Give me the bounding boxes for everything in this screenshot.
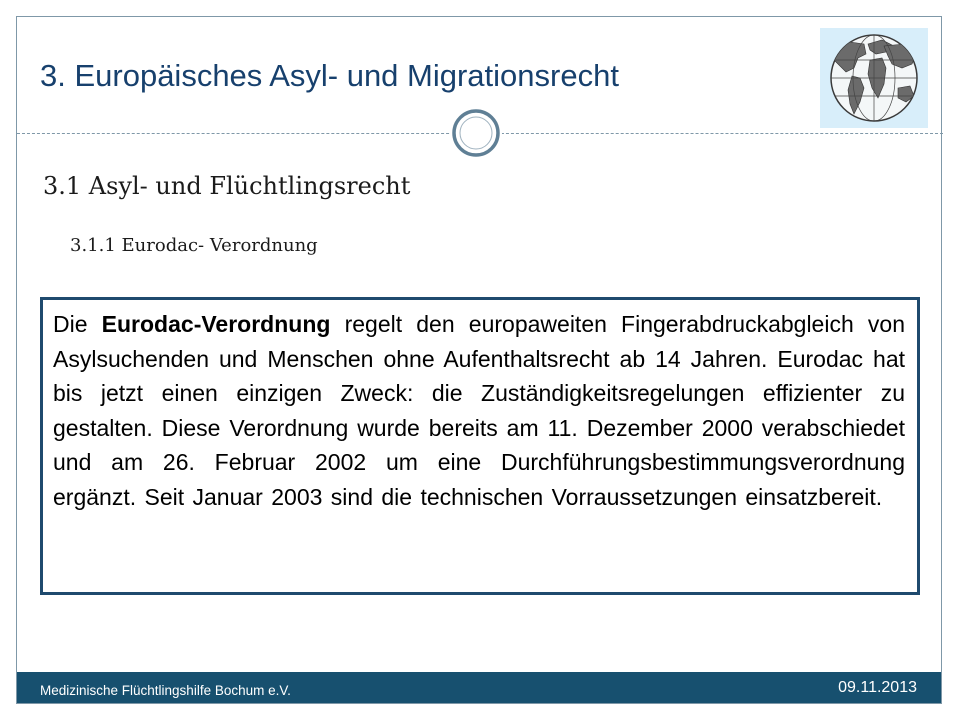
globe-logo — [820, 28, 928, 128]
body-text-box — [40, 297, 920, 595]
divider-ring-ornament — [450, 107, 502, 159]
section-heading: 3.1 Asyl- und Flüchtlingsrecht — [43, 172, 411, 200]
body-bold-term: Eurodac-Verordnung — [101, 311, 331, 337]
footer-bar — [17, 672, 941, 703]
world-map-globe-icon — [820, 28, 928, 128]
footer-date: 09.11.2013 — [838, 679, 917, 696]
footer-organization: Medizinische Flüchtlingshilfe Bochum e.V. — [40, 683, 291, 698]
body-lead: Die — [53, 311, 102, 337]
subsection-heading: 3.1.1 Eurodac- Verordnung — [70, 235, 318, 256]
body-rest: regelt den europaweiten Fingerabdruckabgleich von Asylsuchenden und Menschen ohne Aufenthaltsrecht ab 14 Jahren. Eurodac hat bis jetzt einen einzigen Zweck: die Zuständigkeitsregelungen effizienter zu gestalten. Diese Verordnung wurde bereits am 11. Dezember 2000 verabschiedet und am 26. Februar 2002 um eine Durchführungsbestimmungsverordnung ergänzt. Seit Januar 2003 sind die technischen Vorraussetzungen einsatzbereit. — [53, 311, 905, 510]
body-paragraph — [53, 307, 905, 514]
slide-title: 3. Europäisches Asyl- und Migrationsrecht — [40, 58, 619, 93]
